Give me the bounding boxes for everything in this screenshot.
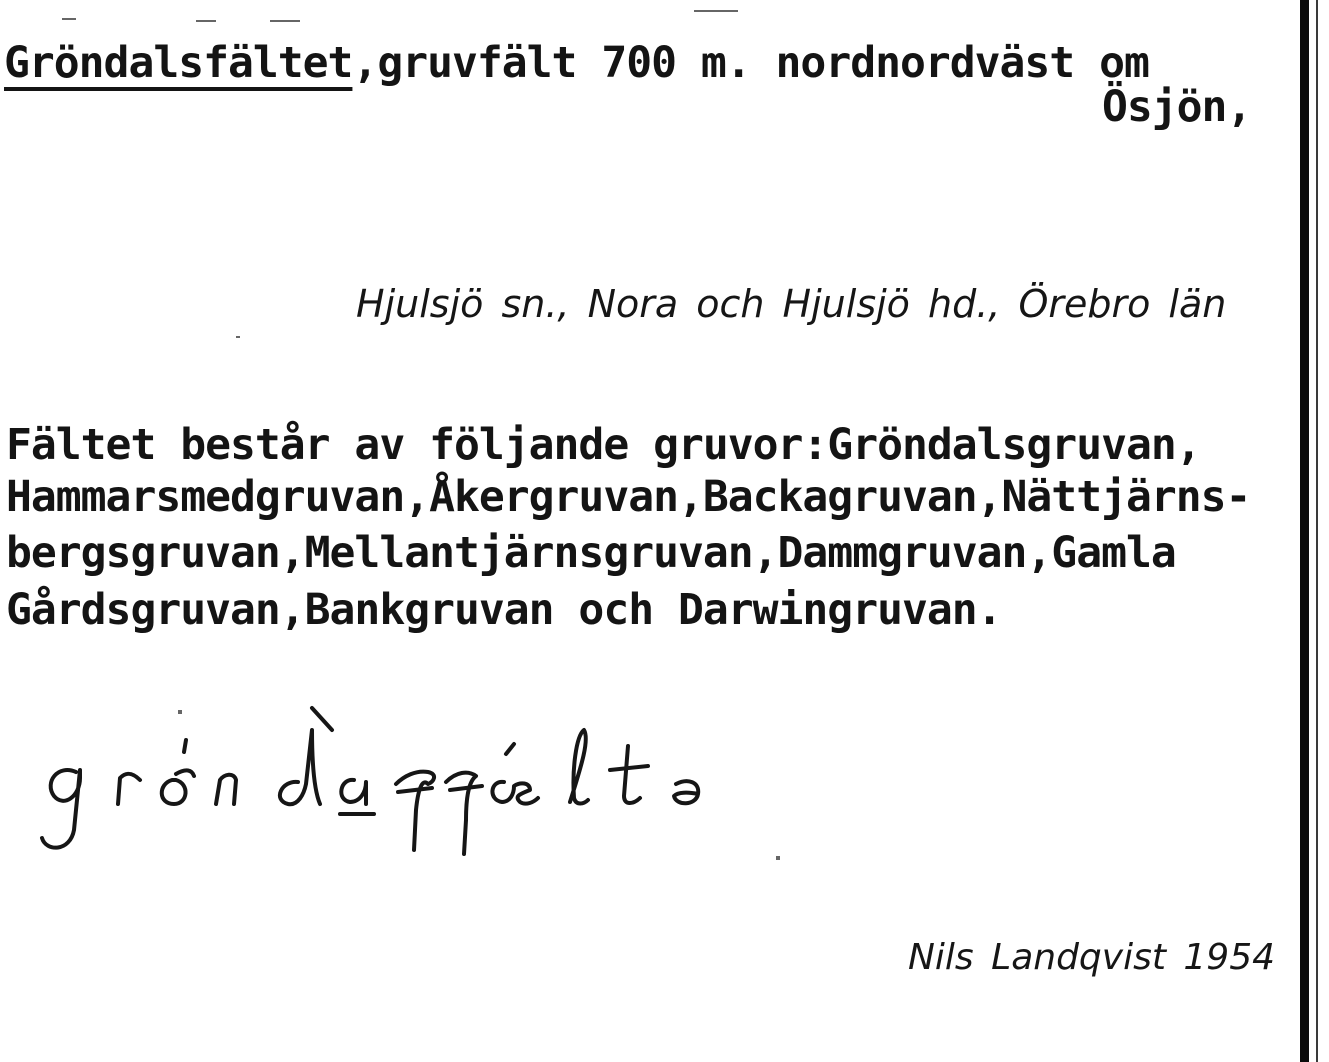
scan-speck <box>62 18 76 20</box>
author-signature: Nils Landqvist 1954 <box>908 937 1276 978</box>
scan-speck <box>196 20 216 22</box>
card-edge-line <box>1300 0 1309 1062</box>
card-edge-shadow <box>1316 0 1318 1062</box>
handwritten-pronunciation <box>36 700 756 870</box>
heading-description: ,gruvfält 700 m. nordnordväst om <box>352 38 1149 88</box>
body-line-3: bergsgruvan,Mellantjärnsgruvan,Dammgruvan,Gamla <box>6 528 1176 578</box>
location-line: Hjulsjö sn., Nora och Hjulsjö hd., Örebro län <box>356 282 1227 326</box>
scan-speck <box>178 710 182 714</box>
scan-speck <box>694 10 738 12</box>
headword: Gröndalsfältet <box>4 38 353 88</box>
scan-speck <box>776 856 780 860</box>
heading-line <box>4 38 1149 88</box>
body-line-1: Fältet består av följande gruvor:Gröndalsgruvan, <box>6 420 1201 470</box>
scan-speck <box>236 336 240 338</box>
body-line-4: Gårdsgruvan,Bankgruvan och Darwingruvan. <box>6 585 1002 635</box>
heading-continuation: Ösjön, <box>1102 82 1252 132</box>
body-line-2: Hammarsmedgruvan,Åkergruvan,Backagruvan,Nättjärns- <box>6 472 1251 522</box>
handwriting-drawing <box>36 700 756 870</box>
scan-speck <box>270 20 300 22</box>
